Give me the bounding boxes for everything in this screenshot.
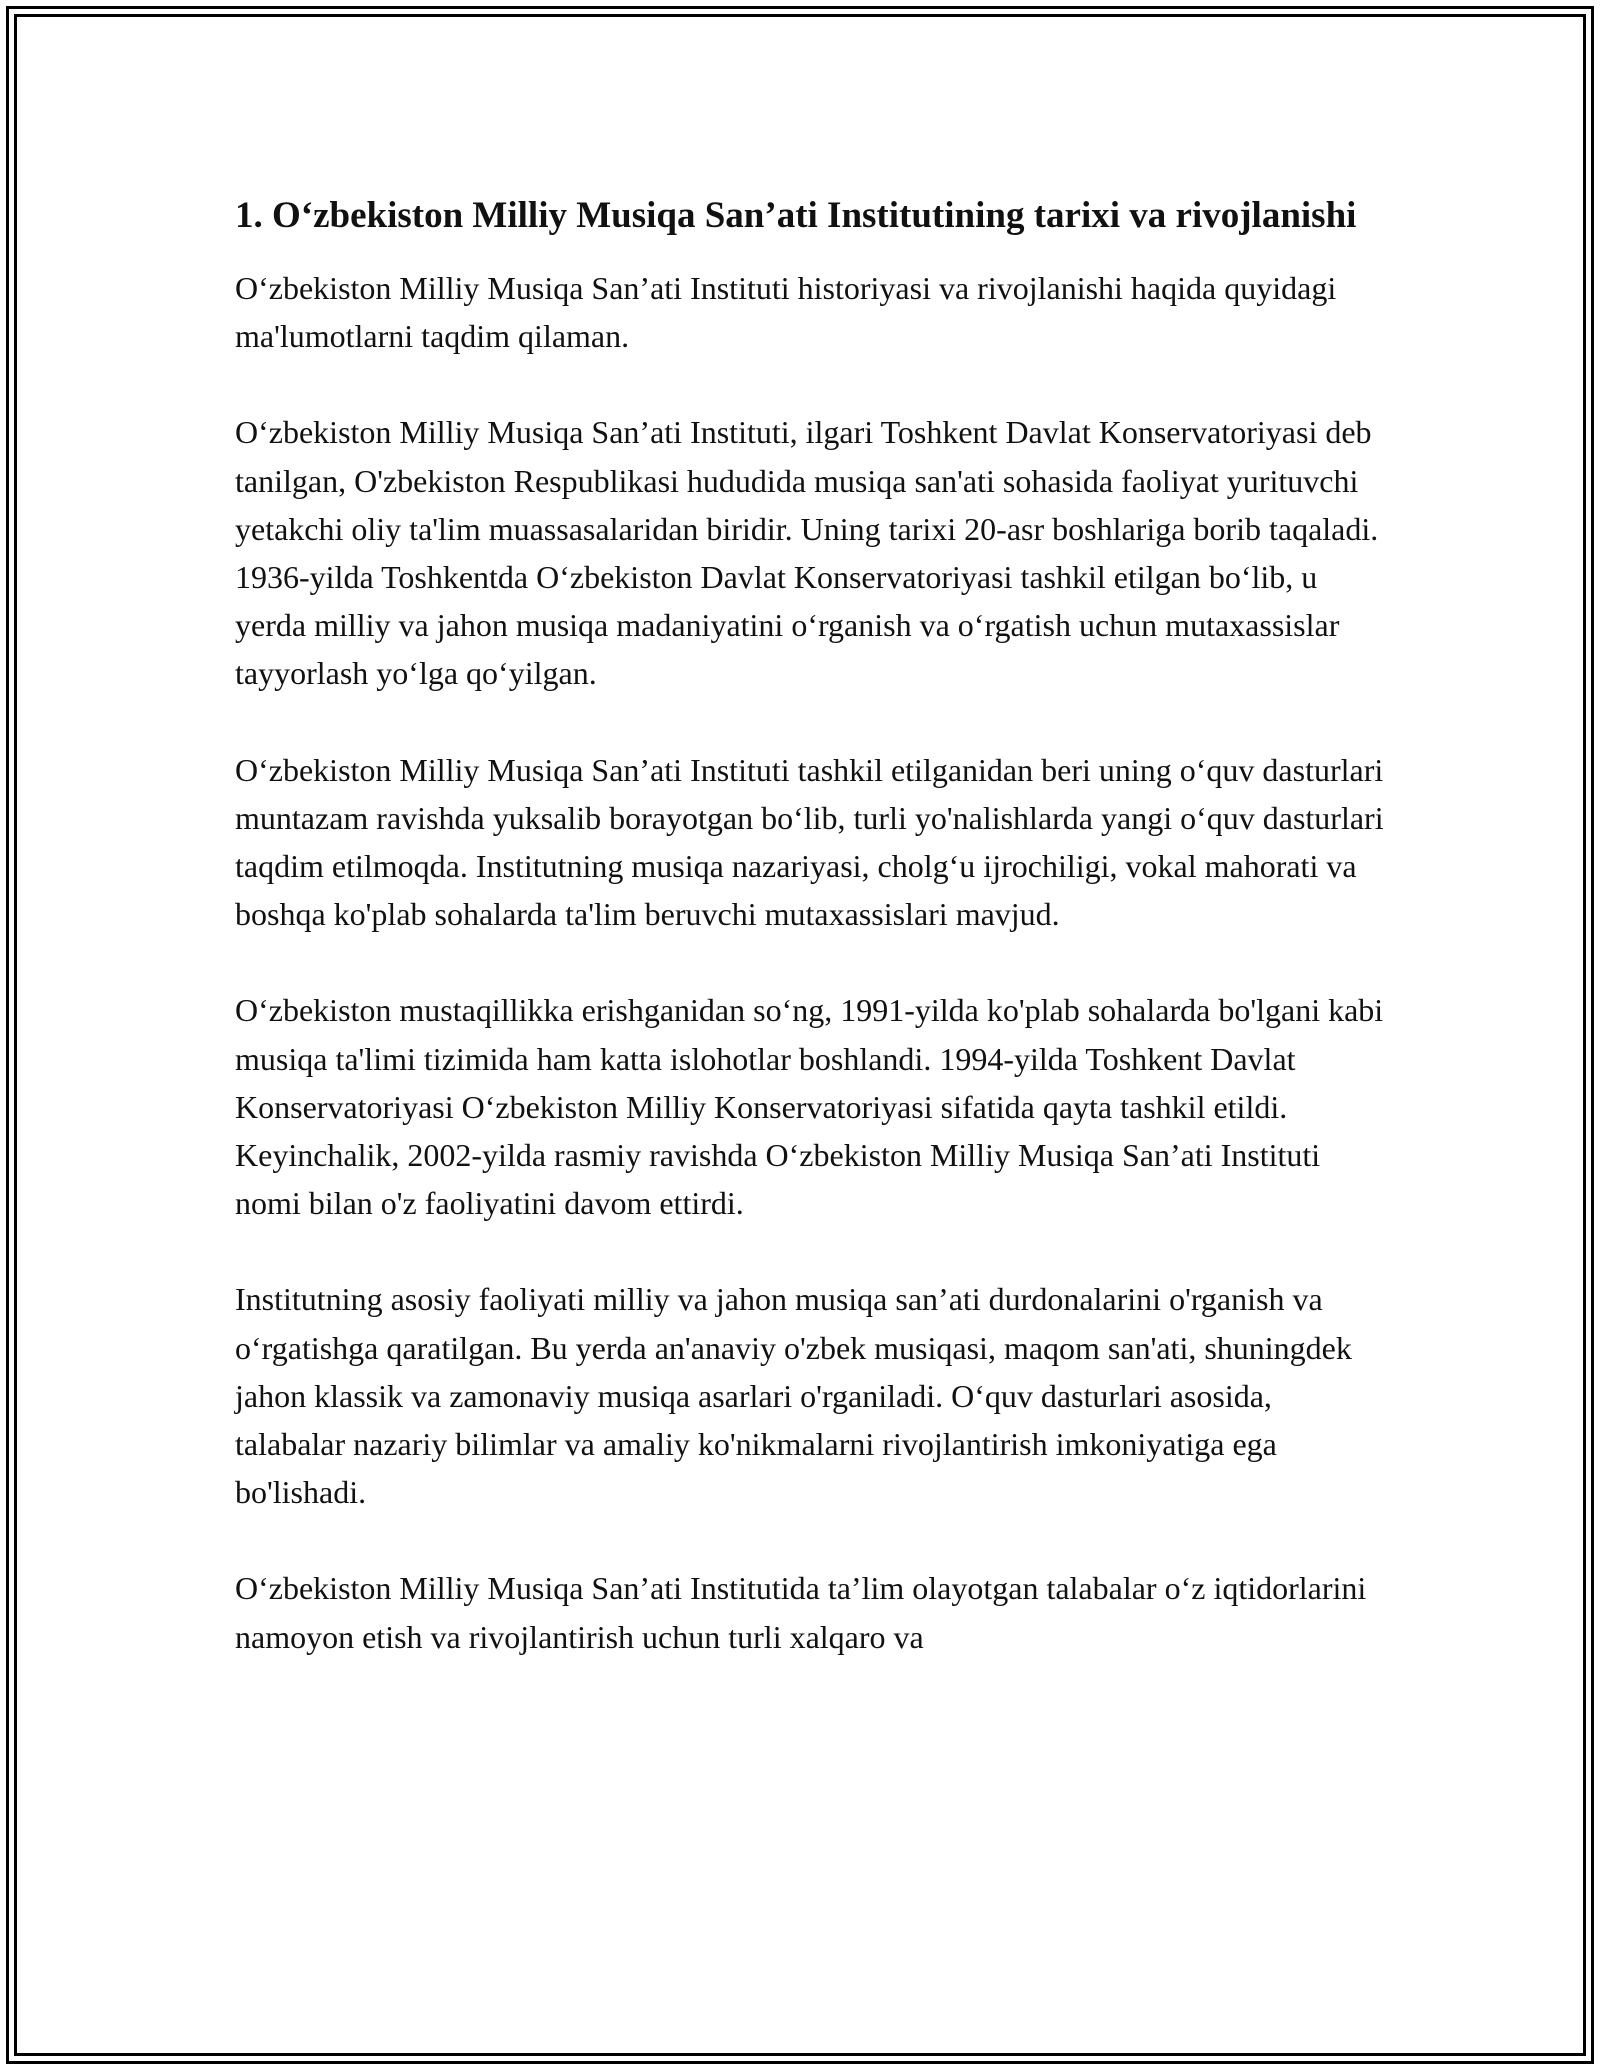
paragraph-activities: Institutning asosiy faoliyati milliy va jahon musiqa san’ati durdonalarini o'rganish va o‘rgatishga qaratilgan. Bu yerda an'anaviy o'zbek musiqasi, maqom san'ati, shuningdek jahon klassik va zamonaviy musiqa asarlari o'rganiladi. O‘quv dasturlari asosida, talabalar nazariy bilimlar va amaliy ko'nikmalarni rivojlantirish imkoniyatiga ega bo'lishadi. <box>235 1281 1352 1511</box>
document-body <box>235 188 1385 1709</box>
paragraph-history: O‘zbekiston Milliy Musiqa San’ati Instituti, ilgari Toshkent Davlat Konservatoriyasi deb tanilgan, O'zbekiston Respublikasi hududida musiqa san'ati sohasida faoliyat yurituvchi yetakchi oliy ta'lim muassasalaridan biridir. Uning tarixi 20-asr boshlariga borib taqaladi. 1936-yilda Toshkentda O‘zbekiston Davlat Konservatoriyasi tashkil etilgan bo‘lib, u yerda milliy va jahon musiqa madaniyatini o‘rganish va o‘rgatish uchun mutaxassislar tayyorlash yo‘lga qo‘yilgan. <box>235 414 1379 692</box>
paragraph-curriculum: O‘zbekiston Milliy Musiqa San’ati Instituti tashkil etilganidan beri uning o‘quv dasturlari muntazam ravishda yuksalib borayotgan bo‘lib, turli yo'nalishlarda yangi o‘quv dasturlari taqdim etilmoqda. Institutning musiqa nazariyasi, cholg‘u ijrochiligi, vokal mahorati va boshqa ko'plab sohalarda ta'lim beruvchi mutaxassislari mavjud. <box>235 751 1384 933</box>
paragraph-students: O‘zbekiston Milliy Musiqa San’ati Institutida ta’lim olayotgan talabalar o‘z iqtidorlarini namoyon etish va rivojlantirish uchun turli xalqaro va <box>235 1570 1367 1655</box>
paragraph-intro: O‘zbekiston Milliy Musiqa San’ati Instituti historiyasi va rivojlanishi haqida quyidagi ma'lumotlarni taqdim qilaman. <box>235 270 1337 355</box>
paragraph-independence: O‘zbekiston mustaqillikka erishganidan so‘ng, 1991-yilda ko'plab sohalarda bo'lgani kabi musiqa ta'limi tizimida ham katta islohotlar boshlandi. 1994-yilda Toshkent Davlat Konservatoriyasi O‘zbekiston Milliy Konservatoriyasi sifatida qayta tashkil etildi. Keyinchalik, 2002-yilda rasmiy ravishda O‘zbekiston Milliy Musiqa San’ati Instituti nomi bilan o'z faoliyatini davom ettirdi. <box>235 992 1384 1222</box>
section-heading: 1. O‘zbekiston Milliy Musiqa San’ati Institutining tarixi va rivojlanishi <box>235 195 1357 236</box>
